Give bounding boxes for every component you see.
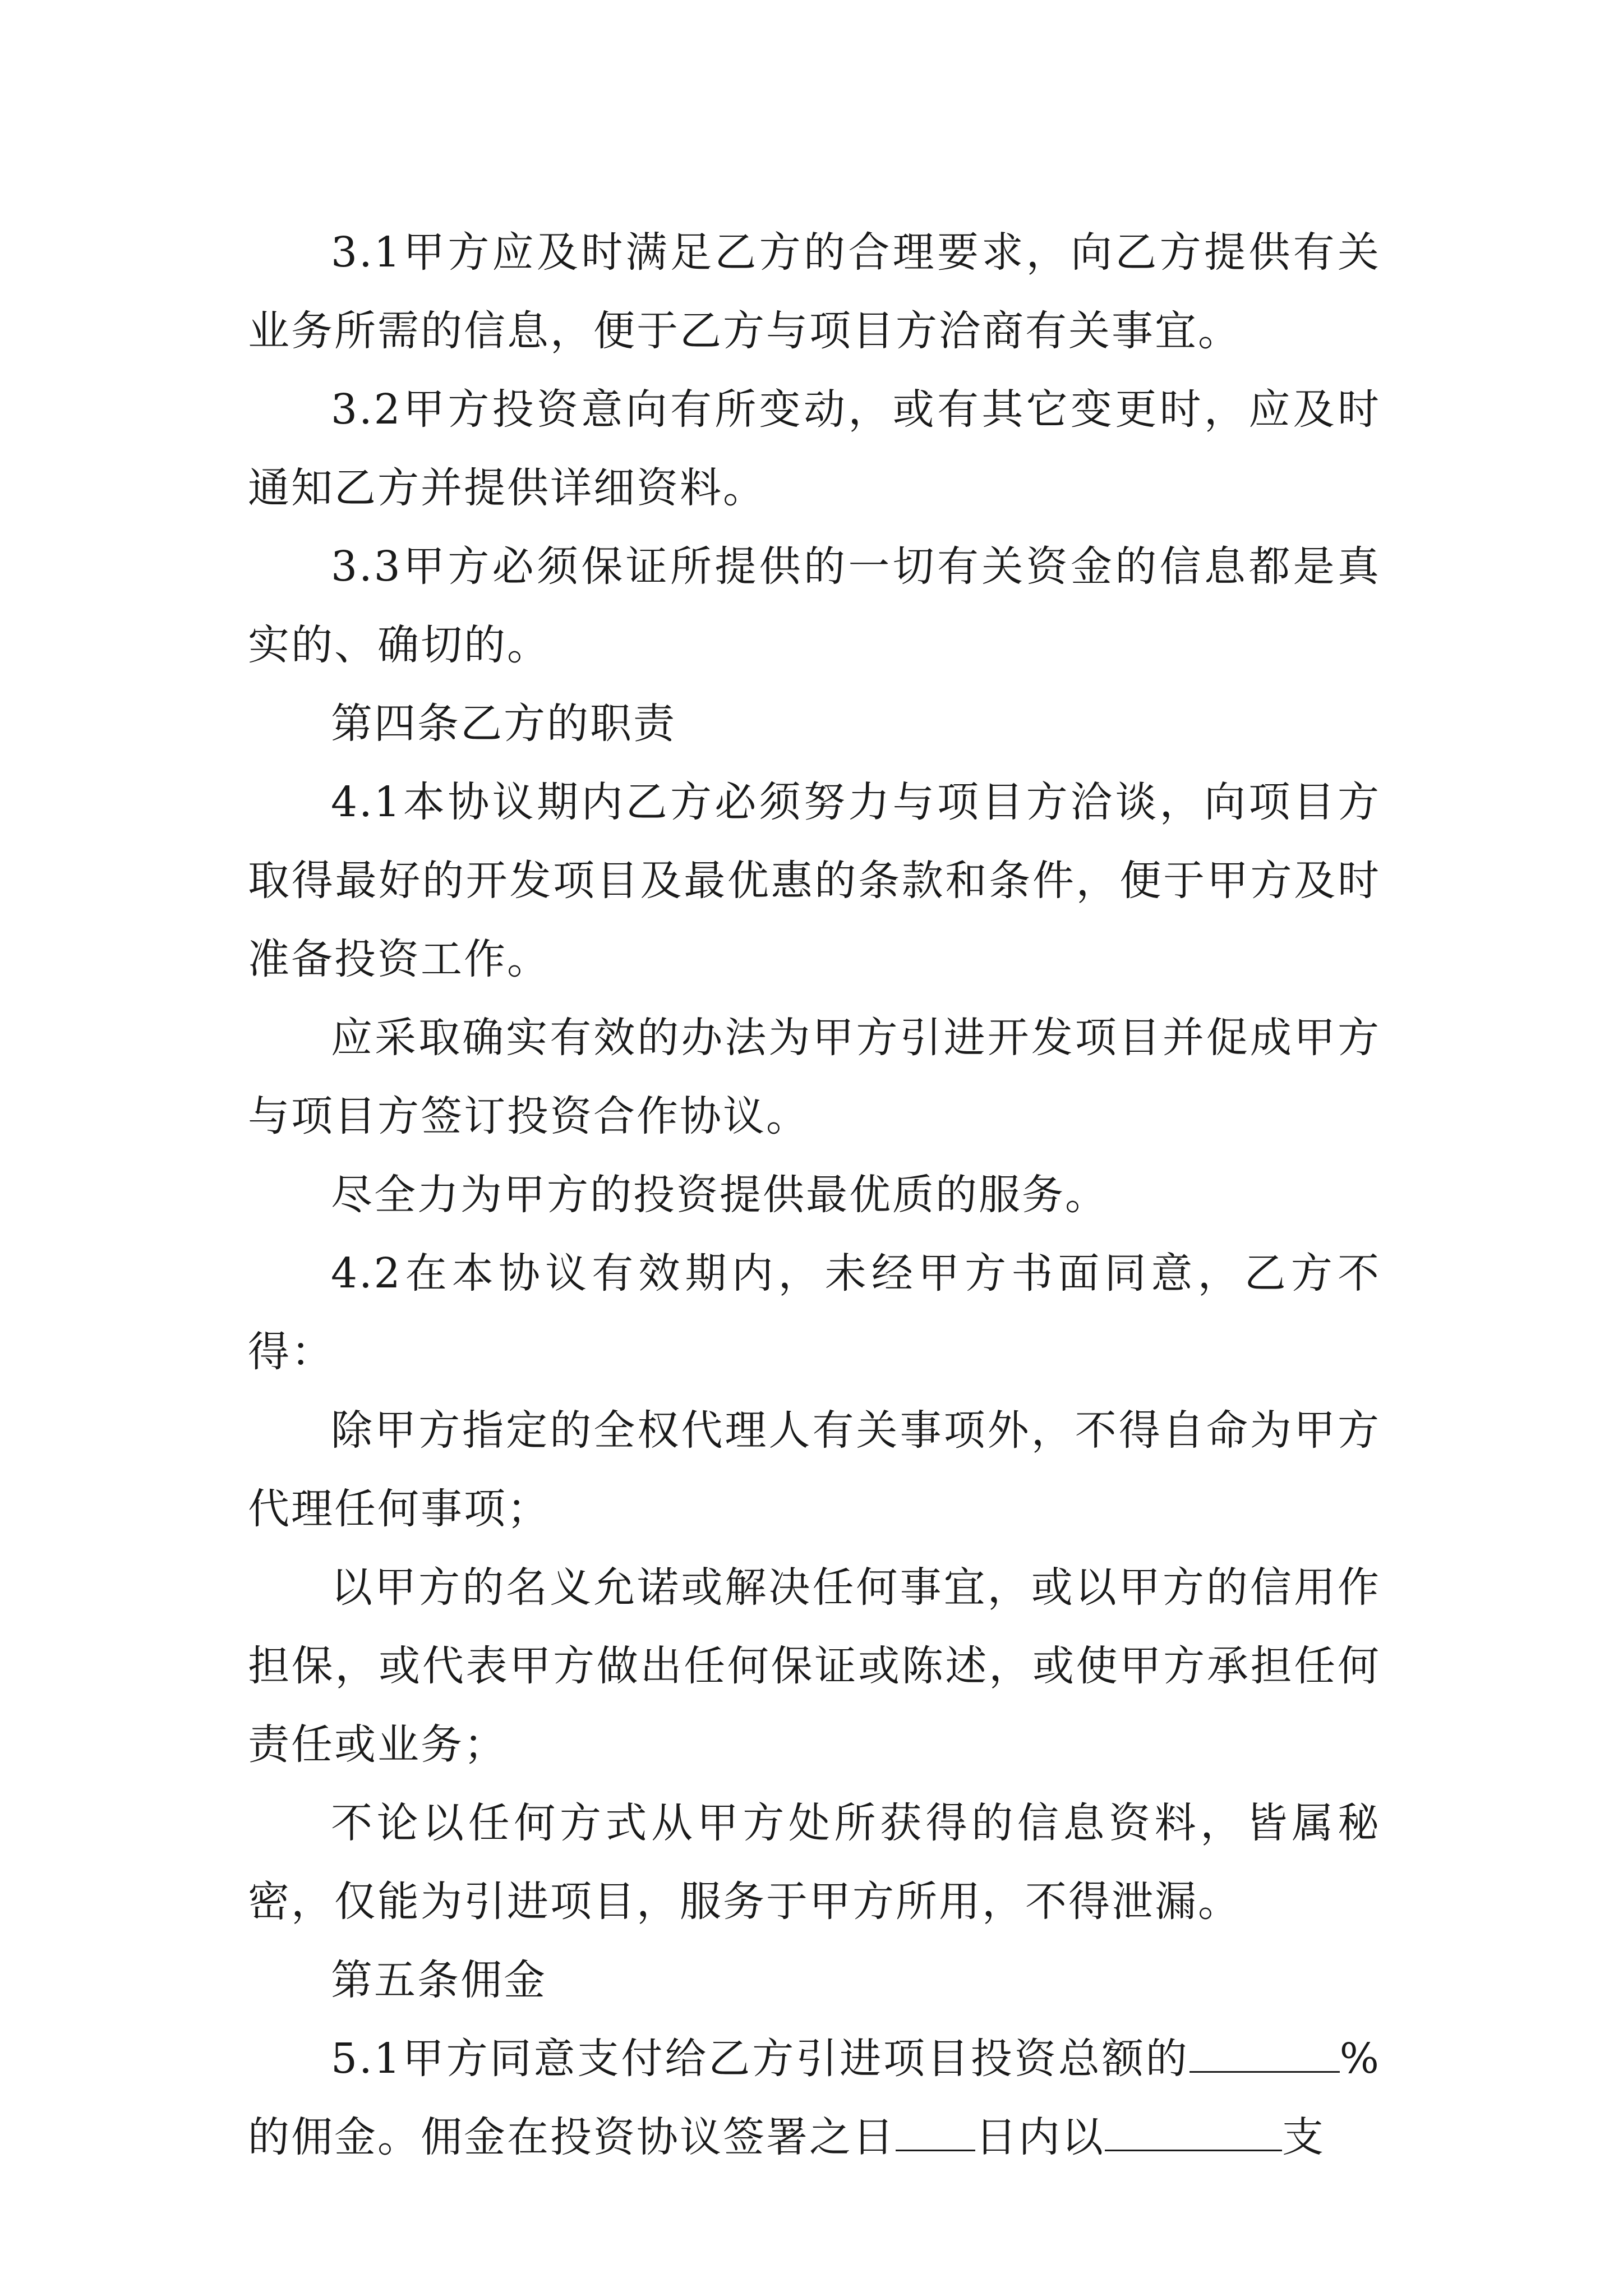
- clause-4-1-item-a: 应采取确实有效的办法为甲方引进开发项目并促成甲方与项目方签订投资合作协议。: [248, 1014, 1381, 1140]
- clause-4-2-item-a: 除甲方指定的全权代理人有关事项外，不得自命为甲方代理任何事项；: [248, 1406, 1381, 1533]
- commission-percent-blank: [1189, 2035, 1340, 2073]
- payment-days-blank: [896, 2114, 975, 2151]
- clause-3-3: 3.3甲方必须保证所提供的一切有关资金的信息都是真实的、确切的。: [248, 542, 1381, 669]
- clause-5-1-text-1: 5.1甲方同意支付给乙方引进项目投资总额的: [331, 2035, 1189, 2083]
- clause-4-2: 4.2在本协议有效期内，未经甲方书面同意，乙方不得：: [248, 1249, 1381, 1376]
- clause-4-1: 4.1本协议期内乙方必须努力与项目方洽谈，向项目方取得最好的开发项目及最优惠的条款和条件，便于甲方及时准备投资工作。: [248, 778, 1381, 983]
- clause-5-1-text-2: %的佣金。佣金在投资协议签署之日: [248, 2035, 1381, 2161]
- payment-method-blank: [1105, 2114, 1282, 2151]
- clause-4-1-item-b: 尽全力为甲方的投资提供最优质的服务。: [331, 1171, 1108, 1219]
- clause-5-1: [248, 2019, 1381, 2177]
- clause-4-2-item-b: 以甲方的名义允诺或解决任何事宜，或以甲方的信用作担保，或代表甲方做出任何保证或陈述，或使甲方承担任何责任或业务；: [248, 1563, 1381, 1769]
- document-body: [248, 213, 1381, 2177]
- article-5-heading: 第五条佣金: [331, 1956, 547, 2004]
- clause-3-1: 3.1甲方应及时满足乙方的合理要求，向乙方提供有关业务所需的信息，便于乙方与项目方洽商有关事宜。: [248, 228, 1381, 355]
- clause-4-2-item-c: 不论以任何方式从甲方处所获得的信息资料，皆属秘密，仅能为引进项目，服务于甲方所用，不得泄漏。: [248, 1799, 1381, 1926]
- article-4-heading: 第四条乙方的职责: [331, 700, 676, 748]
- clause-3-2: 3.2甲方投资意向有所变动，或有其它变更时，应及时通知乙方并提供详细资料。: [248, 385, 1381, 512]
- clause-5-1-text-3: 日内以: [975, 2113, 1105, 2161]
- clause-5-1-text-4: 支: [1282, 2113, 1325, 2161]
